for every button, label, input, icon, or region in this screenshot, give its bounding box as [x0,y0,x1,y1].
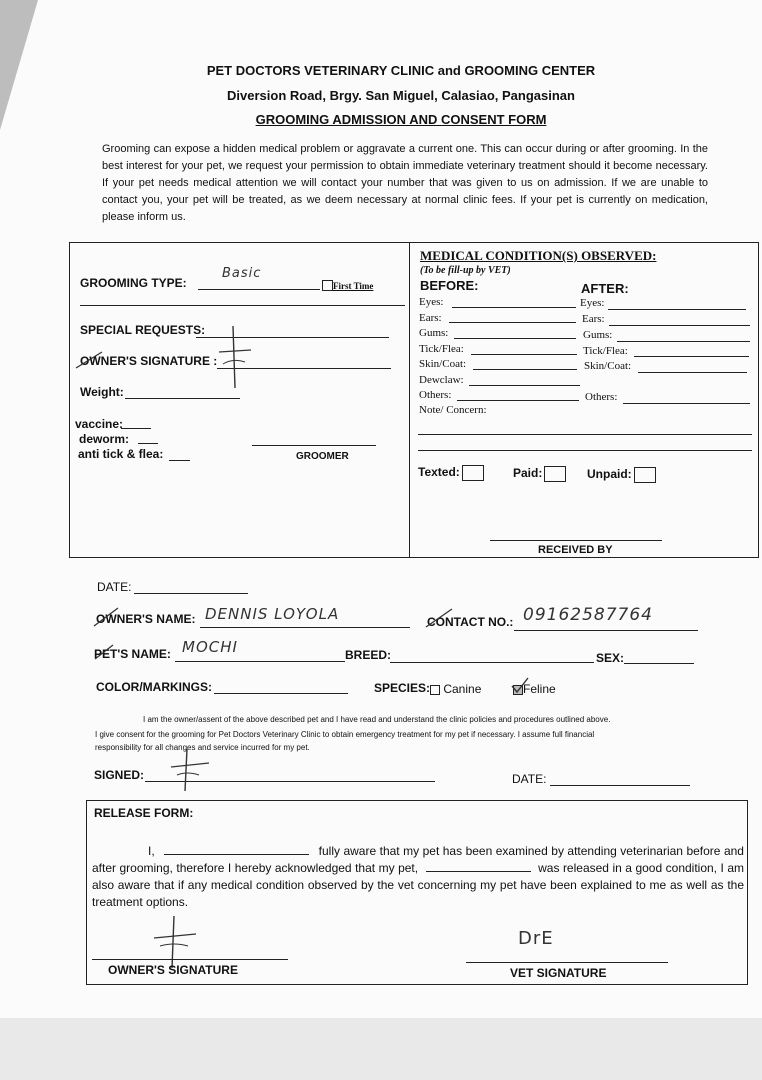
before-eyes-label: Eyes: [419,296,444,308]
vet-signature-line[interactable] [466,962,668,963]
anti-tick-label: anti tick & flea: [78,447,164,461]
texted-label [418,465,484,481]
after-others-label: Others: [585,391,618,403]
feline-check-mark [510,676,530,694]
before-others-field[interactable] [457,400,579,401]
after-skin-field[interactable] [638,372,747,373]
after-ears-field[interactable] [609,325,750,326]
weight-label: Weight: [80,385,124,399]
color-markings-field[interactable] [214,693,348,694]
release-vet-sig-label: VET SIGNATURE [510,966,607,980]
first-time-checkbox[interactable] [322,280,333,291]
after-others-field[interactable] [623,403,750,404]
grooming-type-value: Basic [222,266,262,281]
anti-tick-field[interactable] [169,460,190,461]
pet-name-strike [93,643,115,661]
contact-label: CONTACT NO.: [427,615,514,629]
deworm-label: deworm: [79,432,130,446]
before-others-label: Others: [419,389,452,401]
unpaid-text: Unpaid: [587,467,632,482]
consent-line-2: I give consent for the grooming for Pet Doctors Veterinary Clinic to obtain emergency treatment for my pet if necessary. I assume full financial [95,730,595,739]
first-time-label: First Time [333,281,374,291]
form-title: GROOMING ADMISSION AND CONSENT FORM [255,112,547,127]
before-label: BEFORE: [420,278,479,293]
before-gums-label: Gums: [419,327,449,339]
unpaid-label [587,467,656,483]
release-i: I, [148,844,155,858]
owner-name-field[interactable] [200,627,410,628]
breed-label: BREED: [345,648,392,662]
canine-checkbox[interactable] [430,685,440,695]
date-label: DATE: [97,580,132,594]
note-line-2[interactable] [418,450,752,451]
release-paragraph [92,843,744,911]
vaccine-label: vaccine: [75,417,124,431]
deworm-field[interactable] [138,443,158,444]
contact-strike [424,607,454,629]
color-markings-label: COLOR/MARKINGS: [96,680,212,694]
before-ears-label: Ears: [419,312,442,324]
clinic-name: PET DOCTORS VETERINARY CLINIC and GROOMING CENTER [206,63,596,78]
pet-name-field[interactable] [175,661,345,662]
before-eyes-field[interactable] [452,307,576,308]
signed-label: SIGNED: [94,768,145,782]
before-ears-field[interactable] [449,322,576,323]
owner-signature-release-line[interactable] [92,959,288,960]
release-text-1: fully aware that my pet has been examined by attending veterinarian before and after grooming, therefore I hereby acknowledged that my pet, [92,844,744,875]
paid-label [513,466,566,482]
intro-paragraph: Grooming can expose a hidden medical problem or aggravate a current one. This can occur during or after grooming. In the best interest for your pet, we request your permission to obtain immediate veterinary treatment should it become necessary. If your pet needs medical attention we will contact your number that was given to us on admission. If we are unable to contact you, your pet will be treated, as we deem necessary at normal clinic fees. If your pet is currently on medication, please inform us. [102,143,708,223]
signed-signature-mark [165,745,213,795]
date-field[interactable] [134,593,248,594]
owner-name-label: OWNER'S NAME: [96,612,196,626]
pet-name-label: PET'S NAME: [94,647,171,661]
before-skin-label: Skin/Coat: [419,358,467,370]
before-tick-field[interactable] [471,354,577,355]
owner-label-strike [74,350,104,370]
grooming-type-label: GROOMING TYPE: [80,276,187,290]
texted-text: Texted: [418,465,460,480]
admission-divider [409,242,410,558]
after-tick-label: Tick/Flea: [583,345,628,357]
release-title: RELEASE FORM: [94,806,194,820]
owner-name-value: DENNIS LOYOLA [205,605,340,623]
medical-subtitle: (To be fill-up by VET) [420,265,511,276]
owner-name-strike [92,606,120,628]
before-tick-label: Tick/Flea: [419,343,464,355]
medical-title: MEDICAL CONDITION(S) OBSERVED: [420,248,657,263]
after-gums-field[interactable] [617,341,750,342]
vaccine-field[interactable] [121,428,151,429]
release-name-field[interactable] [164,854,309,855]
owner-signature-mark [215,322,255,392]
breed-field[interactable] [390,662,594,663]
contact-value: 09162587764 [523,605,653,625]
texted-checkbox[interactable] [462,465,484,481]
canine-option[interactable] [430,682,481,696]
owner-signature-label: OWNER'S SIGNATURE : [80,354,218,368]
canine-text: Canine [443,682,482,696]
received-by-label: RECEIVED BY [538,544,613,556]
after-ears-label: Ears: [582,313,605,325]
after-skin-label: Skin/Coat: [584,360,632,372]
note-concern-label: Note/ Concern: [419,404,487,416]
before-skin-field[interactable] [473,369,577,370]
feline-text: Feline [523,682,556,696]
note-line-1[interactable] [418,434,752,435]
groomer-label: GROOMER [296,451,349,462]
before-gums-field[interactable] [454,338,576,339]
sex-field[interactable] [624,663,694,664]
paid-text: Paid: [513,466,543,481]
after-eyes-field[interactable] [608,309,746,310]
paid-checkbox[interactable] [544,466,566,482]
release-pet-field[interactable] [426,871,531,872]
consent-date-label: DATE: [512,772,547,786]
contact-field[interactable] [514,630,698,631]
groomer-signature-line[interactable] [252,445,376,446]
species-label: SPECIES: [374,681,431,695]
received-by-line[interactable] [490,540,662,541]
clinic-address: Diversion Road, Brgy. San Miguel, Calasiao, Pangasinan [227,88,575,103]
weight-field[interactable] [125,398,240,399]
pet-name-value: MOCHI [182,638,238,656]
after-gums-label: Gums: [583,329,613,341]
after-tick-field[interactable] [634,356,749,357]
after-label: AFTER: [581,281,629,296]
consent-line-1: I am the owner/assent of the above described pet and I have read and understand the clinic policies and procedures outlined above. [143,715,611,724]
sex-label: SEX: [596,651,625,665]
consent-line-3: responsibility for all changes and service incurred for my pet. [95,743,310,752]
release-owner-sig-label: OWNER'S SIGNATURE [108,963,238,977]
grooming-type-extra-line [80,305,405,306]
vet-initials: DrE [518,928,554,949]
before-dewclaw-label: Dewclaw: [419,374,464,386]
consent-date-field[interactable] [550,785,690,786]
special-requests-label: SPECIAL REQUESTS: [80,323,206,337]
unpaid-checkbox[interactable] [634,467,656,483]
grooming-type-field[interactable] [198,289,320,290]
after-eyes-label: Eyes: [580,297,605,309]
release-text-2: was released in a good condition, I am also aware that if any medical condition observed by the vet concerning my pet have been explained to me as well as the treatment options. [92,861,744,909]
before-dewclaw-field[interactable] [469,385,580,386]
